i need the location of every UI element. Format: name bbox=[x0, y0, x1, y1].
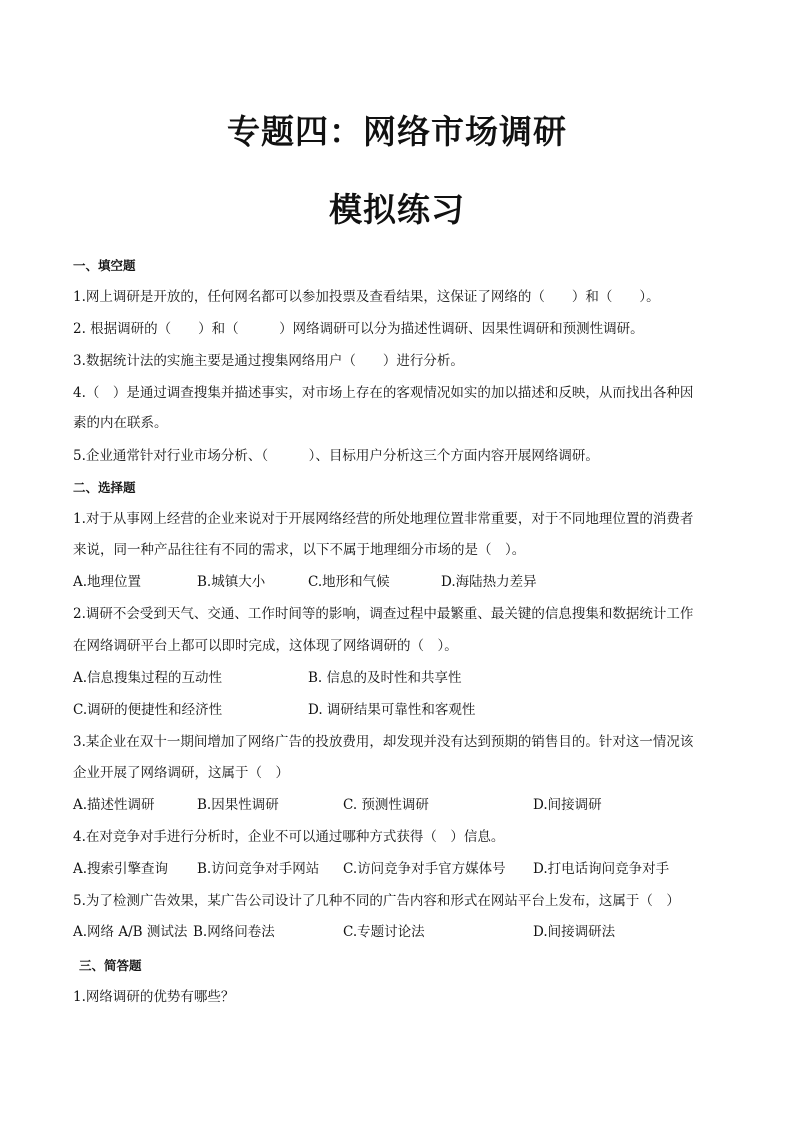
option: A.描述性调研 bbox=[73, 797, 155, 813]
option: B. 信息的及时性和共享性 bbox=[308, 670, 462, 686]
question-text: 素的内在联系。 bbox=[73, 415, 168, 431]
question-text: 1.网上调研是开放的，任何网名都可以参加投票及查看结果，这保证了网络的（ ）和（ ）。 bbox=[73, 289, 660, 305]
option: A.网络 A/B 测试法 bbox=[73, 924, 188, 940]
option: D.海陆热力差异 bbox=[441, 574, 537, 590]
option: D.打电话询问竞争对手 bbox=[533, 861, 670, 877]
option: B.因果性调研 bbox=[197, 797, 279, 813]
option: D. 调研结果可靠性和客观性 bbox=[308, 702, 476, 718]
question-text: 企业开展了网络调研，这属于（ ） bbox=[73, 765, 289, 781]
option: C.访问竞争对手官方媒体号 bbox=[343, 861, 506, 877]
question-text: 1.对于从事网上经营的企业来说对于开展网络经营的所处地理位置非常重要，对于不同地理位置的消费者 bbox=[73, 511, 694, 527]
section-heading-short-answer: 三、简答题 bbox=[79, 958, 142, 973]
question-text: 5.企业通常针对行业市场分析、（ ）、目标用户分析这三个方面内容开展网络调研。 bbox=[73, 448, 599, 464]
section-heading-fill-blank: 一、填空题 bbox=[73, 258, 136, 273]
option: A.信息搜集过程的互动性 bbox=[73, 670, 223, 686]
option: C.专题讨论法 bbox=[343, 924, 425, 940]
option: C. 预测性调研 bbox=[343, 797, 429, 813]
question-text: 1.网络调研的优势有哪些？ bbox=[73, 989, 235, 1005]
option: A.地理位置 bbox=[73, 574, 142, 590]
option: D.间接调研法 bbox=[533, 924, 616, 940]
question-text: 3.数据统计法的实施主要是通过搜集网络用户（ ）进行分析。 bbox=[73, 353, 464, 369]
page-title: 专题四：网络市场调研 bbox=[227, 112, 567, 151]
option: B.访问竞争对手网站 bbox=[197, 861, 320, 877]
option: D.间接调研 bbox=[533, 797, 602, 813]
question-text: 4.（ ）是通过调查搜集并描述事实，对市场上存在的客观情况如实的加以描述和反映，从而找出各种因 bbox=[73, 385, 694, 401]
option: B.网络问卷法 bbox=[193, 924, 275, 940]
option: B.城镇大小 bbox=[197, 574, 266, 590]
page-subtitle: 模拟练习 bbox=[329, 190, 465, 229]
question-text: 4.在对竞争对手进行分析时，企业不可以通过哪种方式获得（ ）信息。 bbox=[73, 829, 505, 845]
question-text: 2.调研不会受到天气、交通、工作时间等的影响，调查过程中最繁重、最关键的信息搜集和数据统计工作 bbox=[73, 606, 694, 622]
question-text: 5.为了检测广告效果，某广告公司设计了几种不同的广告内容和形式在网站平台上发布，这属于（ ） bbox=[73, 893, 680, 909]
section-heading-multiple-choice: 二、选择题 bbox=[73, 480, 136, 495]
question-text: 来说，同一种产品往往有不同的需求，以下不属于地理细分市场的是（ ）。 bbox=[73, 542, 526, 558]
question-text: 3.某企业在双十一期间增加了网络广告的投放费用，却发现并没有达到预期的销售目的。针对这一情况该 bbox=[73, 734, 694, 750]
option: C.调研的便捷性和经济性 bbox=[73, 702, 223, 718]
question-text: 2. 根据调研的（ ）和（ ）网络调研可以分为描述性调研、因果性调研和预测性调研。 bbox=[73, 321, 644, 337]
option: C.地形和气候 bbox=[308, 574, 390, 590]
question-text: 在网络调研平台上都可以即时完成，这体现了网络调研的（ ）。 bbox=[73, 638, 458, 654]
option: A.搜索引擎查询 bbox=[73, 861, 169, 877]
